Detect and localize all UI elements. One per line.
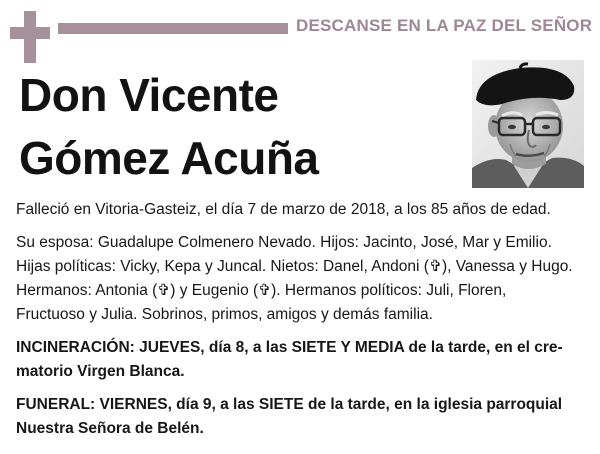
family-line: Hijas políticas: Vicky, Kepa y Juncal. Nietos: Danel, Andoni (✞), Vanessa y Hugo.: [16, 258, 573, 275]
family-line: Hermanos: Antonia (✞) y Eugenio (✞). Hermanos políticos: Juli, Floren,: [16, 282, 507, 299]
funeral-line: Nuestra Señora de Belén.: [16, 420, 204, 437]
cremation-line: matorio Virgen Blanca.: [16, 363, 185, 380]
deceased-name-second-line: Gómez Acuña: [19, 132, 319, 184]
cremation-paragraph: [16, 336, 584, 384]
cross-icon: [10, 11, 50, 63]
family-line: Su esposa: Guadalupe Colmenero Nevado. Hijos: Jacinto, José, Mar y Emilio.: [16, 234, 552, 251]
death-notice: Falleció en Vitoria-Gasteiz, el día 7 de marzo de 2018, a los 85 años de edad.: [16, 201, 551, 218]
deceased-name-first-line: Don Vicente: [19, 69, 279, 121]
family-paragraph: [16, 231, 584, 327]
family-line: Fructuoso y Julia. Sobrinos, primos, amigos y demás familia.: [16, 306, 433, 323]
portrait-photo: [472, 60, 584, 188]
funeral-paragraph: [16, 393, 584, 441]
header-motto: DESCANSE EN LA PAZ DEL SEÑOR: [296, 16, 593, 35]
funeral-line: FUNERAL: VIERNES, día 9, a las SIETE de la tarde, en la iglesia parroquial: [16, 396, 563, 413]
announcement-body: [16, 198, 584, 450]
portrait-icon: [472, 60, 584, 188]
header-divider: [58, 23, 288, 34]
cremation-line: INCINERACIÓN: JUEVES, día 8, a las SIETE Y MEDIA de la tarde, en el cre-: [16, 339, 563, 356]
